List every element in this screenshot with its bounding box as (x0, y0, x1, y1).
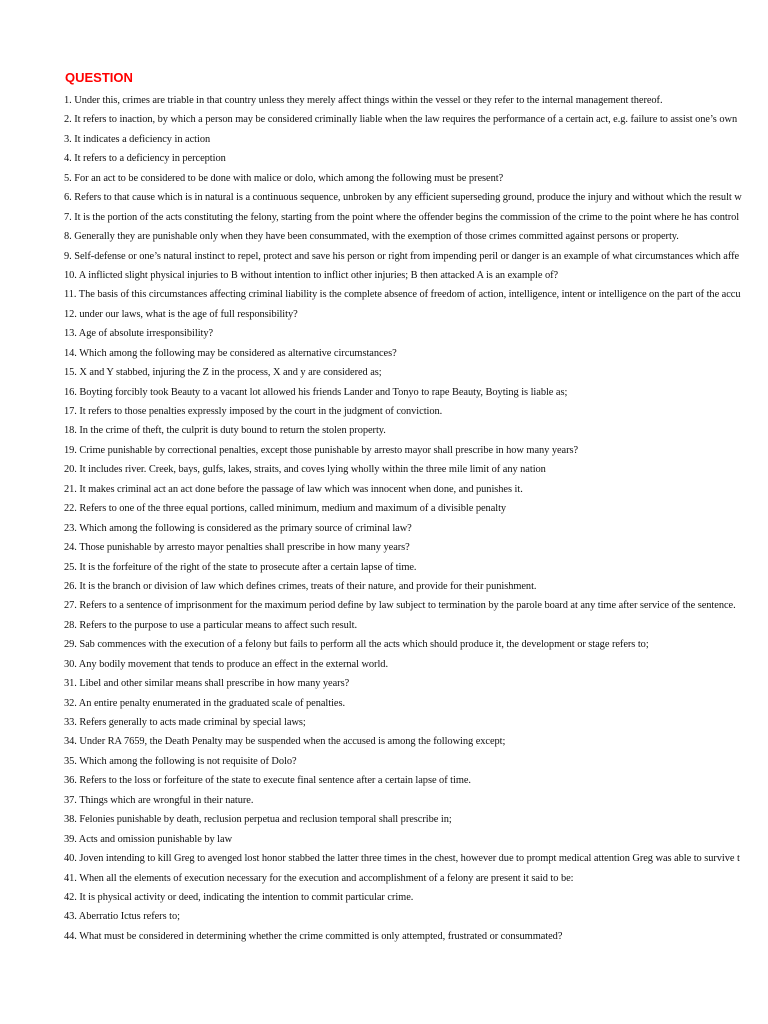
question-item: 40. Joven intending to kill Greg to avenged lost honor stabbed the latter three times in the chest, however due to prompt medical attention Greg was able to survive t (64, 853, 740, 865)
question-item: 33. Refers generally to acts made criminal by special laws; (64, 717, 306, 728)
question-item: 22. Refers to one of the three equal portions, called minimum, medium and maximum of a divisible penalty (64, 503, 507, 515)
question-item: 5. For an act to be considered to be done with malice or dolo, which among the following must be present? (64, 172, 504, 184)
question-item: 10. A inflicted slight physical injuries to B without intention to inflict other injuries; B then attacked A is an example of? (64, 269, 559, 281)
question-item: 16. Boyting forcibly took Beauty to a vacant lot allowed his friends Lander and Tonyo to rape Beauty, Boyting is liable as; (64, 386, 568, 398)
question-item: 29. Sab commences with the execution of a felony but fails to perform all the acts which should produce it, the development or stage refers to; (64, 639, 649, 651)
question-list (64, 93, 768, 948)
question-item: 24. Those punishable by arresto mayor penalties shall prescribe in how many years? (64, 542, 410, 554)
question-item: 6. Refers to that cause which is in natural is a continuous sequence, unbroken by any efficient superseding ground, produce the injury and without which the result w (64, 192, 742, 204)
question-item: 25. It is the forfeiture of the right of the state to prosecute after a certain lapse of time. (64, 561, 417, 573)
question-item: 41. When all the elements of execution necessary for the execution and accomplishment of a felony are present it said to be: (64, 872, 574, 884)
question-item: 9. Self-defense or one’s natural instinct to repel, protect and save his person or right from impending peril or danger is an example of what circumstances which affe (64, 250, 740, 262)
question-item: 36. Refers to the loss or forfeiture of the state to execute final sentence after a certain lapse of time. (64, 775, 471, 787)
question-item: 27. Refers to a sentence of imprisonment for the maximum period define by law subject to termination by the parole board at any time after service of the sentence. (64, 600, 736, 612)
question-item: 1. Under this, crimes are triable in that country unless they merely affect things within the vessel or they refer to the internal management thereof. (64, 95, 663, 106)
question-item: 44. What must be considered in determining whether the crime committed is only attempted, frustrated or consummated? (64, 930, 563, 942)
question-item: 31. Libel and other similar means shall prescribe in how many years? (64, 678, 350, 690)
question-item: 30. Any bodily movement that tends to produce an effect in the external world. (64, 658, 388, 670)
question-item: 42. It is physical activity or deed, indicating the intention to commit particular crime. (64, 891, 414, 903)
question-item: 18. In the crime of theft, the culprit is duty bound to return the stolen property. (64, 425, 386, 437)
question-item: 13. Age of absolute irresponsibility? (64, 328, 214, 340)
question-item: 26. It is the branch or division of law which defines crimes, treats of their nature, and provide for their punishment. (64, 580, 537, 592)
question-item: 21. It makes criminal act an act done before the passage of law which was innocent when done, and punishes it. (64, 483, 523, 495)
question-item: 15. X and Y stabbed, injuring the Z in the process, X and y are considered as; (64, 367, 382, 379)
question-item: 14. Which among the following may be considered as alternative circumstances? (64, 347, 397, 359)
question-item: 4. It refers to a deficiency in perception (64, 153, 226, 165)
question-item: 32. An entire penalty enumerated in the graduated scale of penalties. (64, 697, 346, 709)
question-item: 3. It indicates a deficiency in action (64, 133, 211, 145)
question-item: 43. Aberratio Ictus refers to; (64, 911, 180, 923)
question-item: 8. Generally they are punishable only when they have been consummated, with the exemption of those crimes committed against persons or property. (64, 231, 679, 243)
question-item: 11. The basis of this circumstances affecting criminal liability is the complete absence of freedom of action, intelligence, intent or intelligence on the part of the accu (64, 289, 741, 301)
question-item: 37. Things which are wrongful in their nature. (64, 794, 254, 806)
question-item: 35. Which among the following is not requisite of Dolo? (64, 755, 297, 767)
question-item: 12. under our laws, what is the age of full responsibility? (64, 308, 298, 320)
section-heading: QUESTION (65, 70, 133, 85)
question-item: 20. It includes river. Creek, bays, gulfs, lakes, straits, and coves lying wholly within the three mile limit of any nation (64, 464, 546, 476)
question-item: 2. It refers to inaction, by which a person may be considered criminally liable when the law requires the performance of a certain act, e.g. failure to assist one’s own (64, 114, 738, 126)
question-item: 7. It is the portion of the acts constituting the felony, starting from the point where the offender begins the commission of the crime to the point where he has control (64, 211, 740, 223)
question-item: 23. Which among the following is considered as the primary source of criminal law? (64, 522, 412, 534)
question-item: 19. Crime punishable by correctional penalties, except those punishable by arresto mayor shall prescribe in how many years? (64, 444, 579, 456)
question-item: 28. Refers to the purpose to use a particular means to affect such result. (64, 619, 358, 631)
question-item: 34. Under RA 7659, the Death Penalty may be suspended when the accused is among the following except; (64, 736, 506, 748)
question-item: 38. Felonies punishable by death, reclusion perpetua and reclusion temporal shall prescribe in; (64, 814, 452, 826)
question-item: 39. Acts and omission punishable by law (64, 833, 233, 845)
question-item: 17. It refers to those penalties expressly imposed by the court in the judgment of conviction. (64, 406, 443, 417)
